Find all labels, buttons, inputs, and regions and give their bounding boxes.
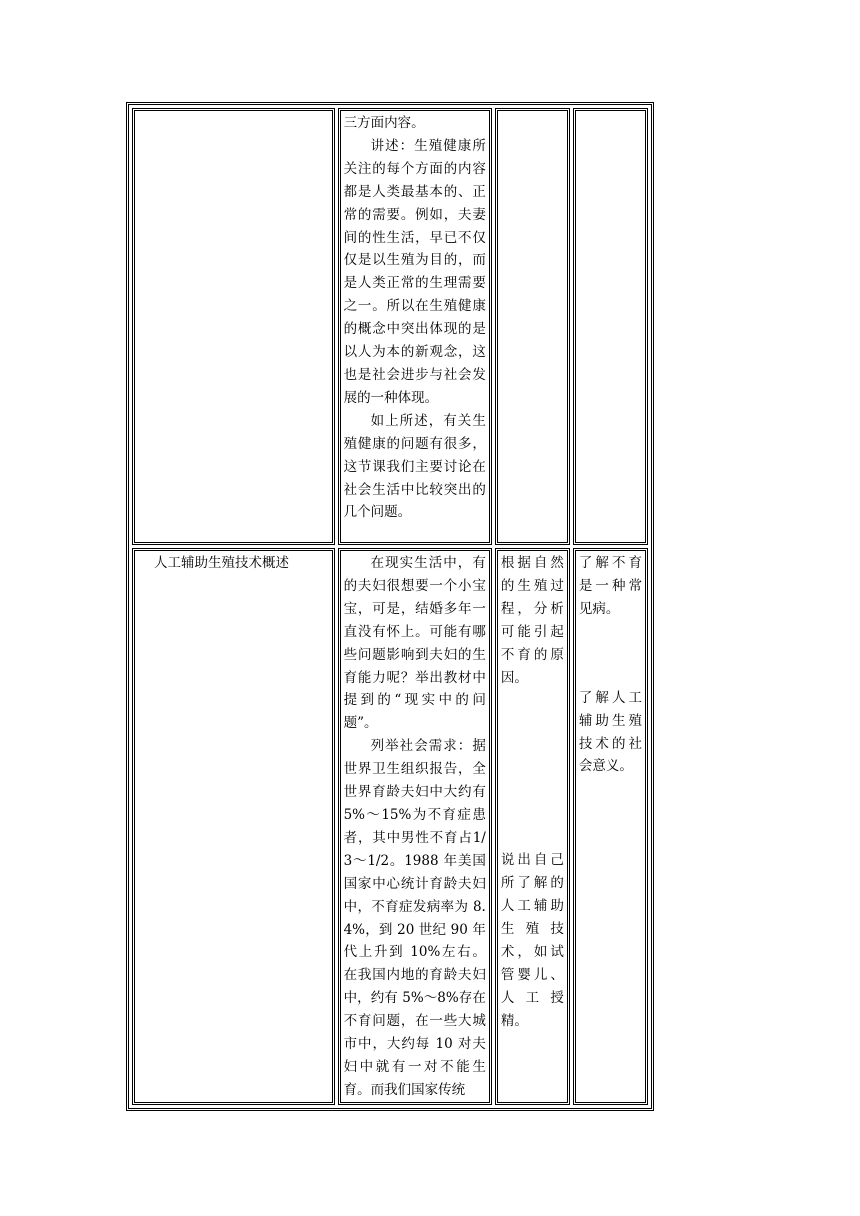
student-activity-text: 根据自然的生殖过程，分析可能引起不育的原因。	[500, 555, 564, 686]
topic-cell	[132, 108, 335, 545]
student-activity-cell	[495, 548, 570, 1105]
content-cell	[338, 108, 492, 545]
cell-spacer	[501, 689, 564, 849]
teaching-goal-cell	[573, 108, 648, 545]
table-row	[132, 108, 648, 545]
teaching-goal-text: 了解不育是一种常见病。	[578, 555, 642, 617]
cell-spacer	[579, 621, 642, 687]
topic-text: 人工辅助生殖技术概述	[154, 555, 289, 571]
teaching-goal-text: 了解人工辅助生殖技术的社会意义。	[578, 689, 642, 775]
teaching-goal-cell	[573, 548, 648, 1105]
topic-cell	[132, 548, 335, 1105]
lesson-plan-table	[126, 102, 654, 1111]
content-paragraph: 在现实生活中，有的夫妇很想要一个小宝宝，可是，结婚多年一直没有怀上。可能有哪些问题影响到夫妇的生育能力呢？举出教材中提到的“现实中的问题”。	[343, 555, 486, 732]
table-row	[132, 548, 648, 1105]
content-paragraph: 讲述：生殖健康所关注的每个方面的内容都是人类最基本的、正常的需要。例如，夫妻间的性生活，早已不仅仅是以生殖为目的，而是人类正常的生理需要之一。所以在生殖健康的概念中突出体现的是以人为本的新观念，这也是社会进步与社会发展的一种体现。	[343, 137, 486, 406]
content-cell	[338, 548, 492, 1105]
content-paragraph: 三方面内容。	[343, 115, 425, 131]
content-paragraph: 如上所述，有关生殖健康的问题有很多，这节课我们主要讨论在社会生活中比较突出的几个问题。	[343, 412, 486, 521]
content-paragraph: 列举社会需求：据世界卫生组织报告，全世界育龄夫妇中大约有 5%～15%为不育症患者，其中男性不育占1/3～1/2。1988 年美国国家中心统计育龄夫妇中，不育症发病率为 8.4%，到 20 世纪 90 年代上升到 10%左右。在我国内地的育龄夫妇中，约有 5%～8%存在不育问题，在一些大城市中，大约每 10 对夫妇中就有一对不能生育。而我们国家传统	[343, 738, 486, 1098]
student-activity-text: 说出自己所了解的人工辅助生殖技术，如试管婴儿、人工授精。	[500, 852, 564, 1029]
student-activity-cell	[495, 108, 570, 545]
